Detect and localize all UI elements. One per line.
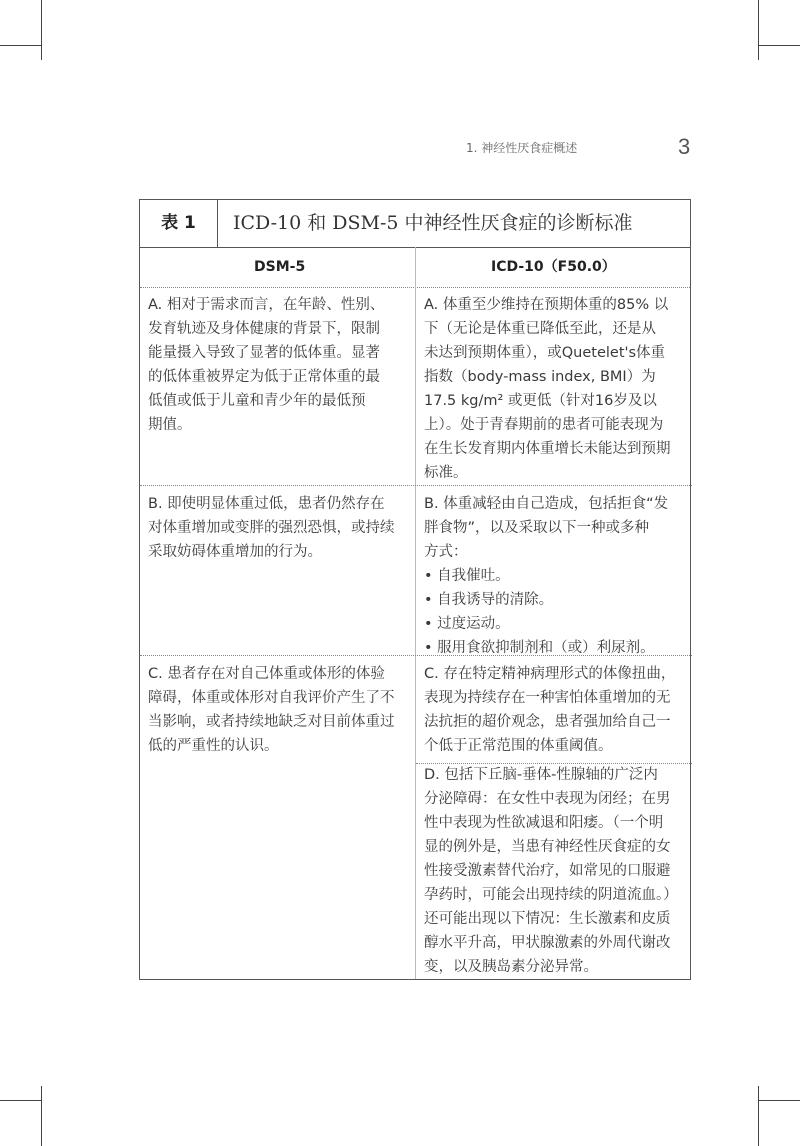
- text-line: 障碍，体重或体形对自我评价产生了不: [148, 690, 395, 706]
- text-line: 变，以及胰岛素分泌异常。: [424, 959, 598, 975]
- text-line: 分泌障碍：在女性中表现为闭经；在男: [424, 791, 671, 807]
- text-line: 醇水平升高，甲状腺激素的外周代谢改: [424, 935, 671, 951]
- text-line: 还可能出现以下情况：生长激素和皮质: [424, 911, 671, 927]
- text-line: 发育轨迹及身体健康的背景下，限制: [148, 321, 380, 337]
- cell-icd10-criterion-d: [424, 763, 678, 979]
- text-line: B. 即使明显体重过低，患者仍然存在: [148, 496, 385, 512]
- crop-mark: [758, 1086, 759, 1146]
- table-title-row: [140, 200, 690, 248]
- text-line: 期值。: [148, 417, 192, 433]
- cell-dsm5-criterion-a: [148, 293, 384, 437]
- row-separator: [140, 485, 692, 486]
- text-line: 当影响，或者持续地缺乏对目前体重过: [148, 714, 395, 730]
- text-line: • 过度运动。: [424, 616, 510, 632]
- crop-mark: [759, 1100, 800, 1101]
- text-line: 方式：: [424, 544, 468, 560]
- text-line: A. 相对于需求而言，在年龄、性别、: [148, 297, 385, 313]
- text-line: 低的严重性的认识。: [148, 738, 279, 754]
- text-line: 表现为持续存在一种害怕体重增加的无: [424, 690, 671, 706]
- crop-mark: [759, 45, 800, 46]
- text-line: 能量摄入导致了显著的低体重。显著: [148, 345, 380, 361]
- text-line: 的低体重被界定为低于正常体重的最: [148, 369, 380, 385]
- row-separator: [140, 655, 692, 656]
- column-divider: [415, 247, 416, 979]
- text-line: 指数（body-mass index, BMI）为: [424, 369, 656, 385]
- table-title: ICD-10 和 DSM-5 中神经性厌食症的诊断标准: [233, 212, 633, 234]
- text-line: A. 体重至少维持在预期体重的85% 以: [424, 297, 669, 313]
- crop-mark: [758, 0, 759, 60]
- text-line: 未达到预期体重），或Quetelet's体重: [424, 345, 666, 361]
- text-line: C. 患者存在对自己体重或体形的体验: [148, 666, 385, 682]
- text-line: 个低于正常范围的体重阈值。: [424, 738, 613, 754]
- column-header-dsm5: DSM-5: [254, 259, 306, 275]
- crop-mark: [0, 45, 41, 46]
- crop-mark: [0, 1100, 41, 1101]
- text-line: 胖食物”，以及采取以下一种或多种: [424, 520, 650, 536]
- running-header: 1. 神经性厌食症概述: [466, 141, 578, 155]
- text-line: C. 存在特定精神病理形式的体像扭曲，: [424, 666, 676, 682]
- cell-icd10-criterion-a: [424, 293, 671, 485]
- text-line: 法抗拒的超价观念，患者强加给自己一: [424, 714, 671, 730]
- text-line: 标准。: [424, 465, 468, 481]
- text-line: • 服用食欲抑制剂和（或）利尿剂。: [424, 640, 655, 656]
- text-line: 上）。处于青春期前的患者可能表现为: [424, 417, 664, 433]
- cell-icd10-criterion-c: [424, 662, 675, 758]
- text-line: 17.5 kg/m² 或更低（针对16岁及以: [424, 393, 657, 409]
- text-line: 性接受激素替代治疗，如常见的口服避: [424, 863, 671, 879]
- cell-dsm5-criterion-c: [148, 662, 395, 758]
- text-line: 孕药时，可能会出现持续的阴道流血。）: [424, 887, 678, 903]
- text-line: 低值或低于儿童和青少年的最低预: [148, 393, 366, 409]
- text-line: 对体重增加或变胖的强烈恐惧，或持续: [148, 520, 395, 536]
- crop-mark: [41, 0, 42, 60]
- criteria-table: [139, 199, 691, 980]
- cell-icd10-criterion-b: [424, 492, 668, 660]
- text-line: B. 体重减轻由自己造成，包括拒食“发: [424, 496, 669, 512]
- text-line: 显的例外是，当患有神经性厌食症的女: [424, 839, 671, 855]
- text-line: • 自我诱导的清除。: [424, 592, 554, 608]
- row-separator: [416, 763, 692, 764]
- text-line: 下（无论是体重已降低至此，还是从: [424, 321, 656, 337]
- cell-dsm5-criterion-b: [148, 492, 395, 564]
- crop-mark: [41, 1086, 42, 1146]
- text-line: D. 包括下丘脑-垂体-性腺轴的广泛内: [424, 767, 658, 783]
- text-line: 在生长发育期内体重增长未能达到预期: [424, 441, 671, 457]
- page-number: 3: [678, 134, 691, 159]
- text-line: 采取妨碍体重增加的行为。: [148, 544, 322, 560]
- column-header-icd10: ICD-10（F50.0）: [491, 259, 616, 275]
- table-label: 表 1: [140, 200, 218, 247]
- text-line: 性中表现为性欲减退和阳痿。（一个明: [424, 815, 664, 831]
- text-line: • 自我催吐。: [424, 568, 510, 584]
